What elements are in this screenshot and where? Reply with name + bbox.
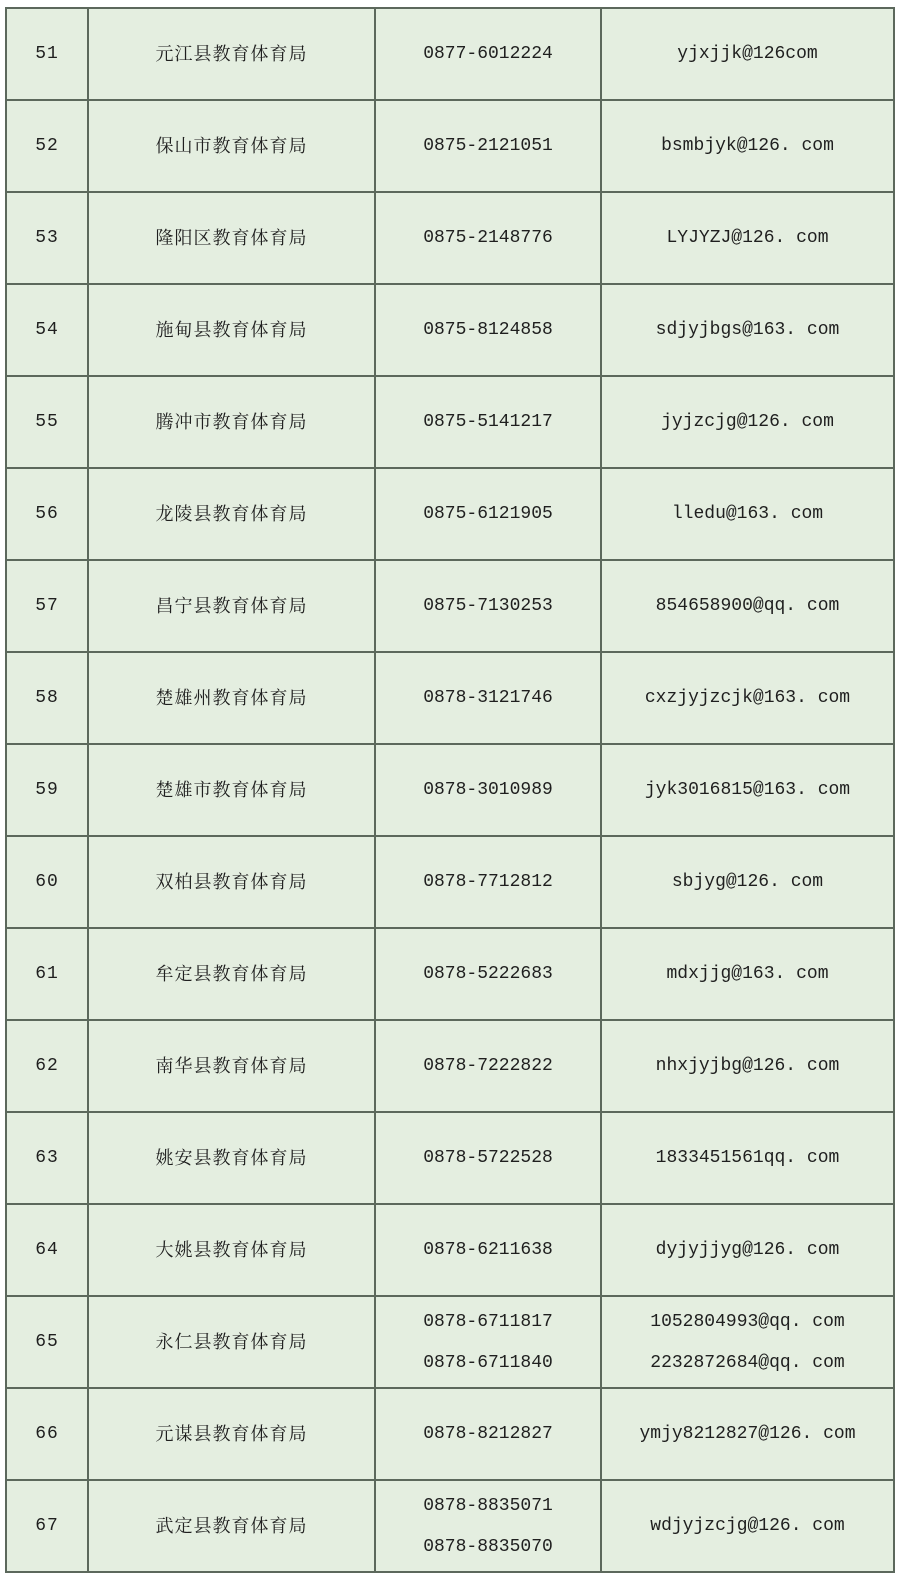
phone-number: 0877-6012224 [423, 44, 553, 64]
org-name: 保山市教育体育局 [155, 136, 308, 156]
phone-number: 0875-2148776 [423, 228, 553, 248]
org-name: 施甸县教育体育局 [155, 320, 308, 340]
phone-number: 0875-6121905 [423, 504, 553, 524]
row-number: 65 [35, 1332, 59, 1352]
table-row [6, 1020, 894, 1112]
email-address: wdjyjzcjg@126. com [650, 1516, 845, 1536]
email-cell [601, 1388, 894, 1480]
email-address: 854658900@qq. com [655, 596, 840, 616]
row-number-cell [6, 1112, 88, 1204]
org-name-cell [88, 1112, 375, 1204]
row-number: 56 [35, 504, 59, 524]
table-row [6, 836, 894, 928]
row-number: 51 [35, 44, 59, 64]
row-number: 61 [35, 964, 59, 984]
table-body [6, 8, 894, 1572]
email-cell [601, 1296, 894, 1388]
email-address: yjxjjk@126com [677, 44, 818, 64]
org-name-cell [88, 284, 375, 376]
table-row [6, 1204, 894, 1296]
row-number: 58 [35, 688, 59, 708]
email-address: 2232872684@qq. com [650, 1352, 845, 1373]
table-row [6, 468, 894, 560]
row-number: 55 [35, 412, 59, 432]
email-cell [601, 8, 894, 100]
row-number-cell [6, 8, 88, 100]
org-name-cell [88, 744, 375, 836]
row-number-cell [6, 1388, 88, 1480]
phone-number: 0875-5141217 [423, 412, 553, 432]
phone-number: 0878-6211638 [423, 1240, 553, 1260]
org-name: 元江县教育体育局 [155, 44, 308, 64]
table-row [6, 1480, 894, 1572]
org-name-cell [88, 468, 375, 560]
email-cell [601, 1204, 894, 1296]
table-row [6, 928, 894, 1020]
org-name: 隆阳区教育体育局 [155, 228, 308, 248]
org-name: 双柏县教育体育局 [155, 872, 308, 892]
phone-cell [375, 192, 601, 284]
email-address: nhxjyjbg@126. com [655, 1056, 840, 1076]
phone-number: 0878-3121746 [423, 688, 553, 708]
row-number: 52 [35, 136, 59, 156]
org-name-cell [88, 376, 375, 468]
phone-number: 0878-7712812 [423, 872, 553, 892]
phone-cell [375, 652, 601, 744]
row-number: 62 [35, 1056, 59, 1076]
phone-number: 0878-6711840 [423, 1352, 553, 1373]
row-number-cell [6, 1020, 88, 1112]
email-cell [601, 928, 894, 1020]
phone-number: 0875-7130253 [423, 596, 553, 616]
table-row [6, 376, 894, 468]
phone-number: 0878-8212827 [423, 1424, 553, 1444]
org-name-cell [88, 8, 375, 100]
row-number-cell [6, 1296, 88, 1388]
table-row [6, 8, 894, 100]
org-name: 楚雄市教育体育局 [155, 780, 308, 800]
email-cell [601, 1020, 894, 1112]
email-cell [601, 468, 894, 560]
org-name-cell [88, 1296, 375, 1388]
table-row [6, 1112, 894, 1204]
org-name-cell [88, 192, 375, 284]
row-number: 59 [35, 780, 59, 800]
email-cell [601, 376, 894, 468]
row-number-cell [6, 376, 88, 468]
phone-cell [375, 836, 601, 928]
email-address: LYJYZJ@126. com [666, 228, 829, 248]
email-cell [601, 652, 894, 744]
table-row [6, 284, 894, 376]
org-name-cell [88, 836, 375, 928]
row-number-cell [6, 928, 88, 1020]
row-number-cell [6, 1480, 88, 1572]
row-number-cell [6, 284, 88, 376]
email-cell [601, 192, 894, 284]
org-name-cell [88, 1480, 375, 1572]
phone-number: 0878-7222822 [423, 1056, 553, 1076]
phone-cell [375, 744, 601, 836]
row-number: 63 [35, 1148, 59, 1168]
org-name: 元谋县教育体育局 [155, 1424, 308, 1444]
row-number: 64 [35, 1240, 59, 1260]
phone-cell [375, 1296, 601, 1388]
email-address: jyjzcjg@126. com [661, 412, 834, 432]
email-address: bsmbjyk@126. com [661, 136, 834, 156]
row-number: 57 [35, 596, 59, 616]
phone-cell [375, 1020, 601, 1112]
phone-cell [375, 376, 601, 468]
row-number-cell [6, 1204, 88, 1296]
org-name: 武定县教育体育局 [155, 1516, 308, 1536]
email-cell [601, 744, 894, 836]
phone-cell [375, 8, 601, 100]
row-number: 66 [35, 1424, 59, 1444]
org-name-cell [88, 560, 375, 652]
email-address: sbjyg@126. com [671, 872, 824, 892]
phone-number: 0878-5722528 [423, 1148, 553, 1168]
email-address: sdjyjbgs@163. com [655, 320, 840, 340]
phone-number: 0878-3010989 [423, 780, 553, 800]
org-name-cell [88, 1020, 375, 1112]
row-number-cell [6, 652, 88, 744]
table-row [6, 100, 894, 192]
phone-cell [375, 1204, 601, 1296]
org-name: 姚安县教育体育局 [155, 1148, 308, 1168]
row-number-cell [6, 744, 88, 836]
table-row [6, 652, 894, 744]
org-name: 南华县教育体育局 [155, 1056, 308, 1076]
row-number-cell [6, 192, 88, 284]
email-cell [601, 560, 894, 652]
row-number-cell [6, 100, 88, 192]
row-number: 67 [35, 1516, 59, 1536]
phone-cell [375, 468, 601, 560]
phone-cell [375, 1112, 601, 1204]
phone-cell [375, 928, 601, 1020]
phone-number: 0875-8124858 [423, 320, 553, 340]
row-number-cell [6, 560, 88, 652]
email-address: ymjy8212827@126. com [639, 1424, 856, 1444]
table-row [6, 744, 894, 836]
org-name: 大姚县教育体育局 [155, 1240, 308, 1260]
row-number: 54 [35, 320, 59, 340]
org-name: 永仁县教育体育局 [155, 1332, 308, 1352]
contact-table [5, 7, 895, 1573]
table-row [6, 560, 894, 652]
phone-cell [375, 1388, 601, 1480]
org-name-cell [88, 652, 375, 744]
phone-number: 0878-5222683 [423, 964, 553, 984]
email-address: jyk3016815@163. com [644, 780, 851, 800]
org-name-cell [88, 100, 375, 192]
row-number-cell [6, 468, 88, 560]
email-cell [601, 1480, 894, 1572]
org-name: 龙陵县教育体育局 [155, 504, 308, 524]
email-address: cxzjyjzcjk@163. com [644, 688, 851, 708]
org-name: 牟定县教育体育局 [155, 964, 308, 984]
email-address: 1833451561qq. com [655, 1148, 840, 1168]
org-name: 腾冲市教育体育局 [155, 412, 308, 432]
org-name: 昌宁县教育体育局 [155, 596, 308, 616]
email-address: mdxjjg@163. com [666, 964, 829, 984]
email-address: 1052804993@qq. com [650, 1311, 845, 1332]
email-cell [601, 1112, 894, 1204]
table-row [6, 192, 894, 284]
row-number-cell [6, 836, 88, 928]
email-address: lledu@163. com [671, 504, 824, 524]
org-name-cell [88, 928, 375, 1020]
phone-cell [375, 1480, 601, 1572]
email-cell [601, 284, 894, 376]
email-cell [601, 836, 894, 928]
phone-cell [375, 560, 601, 652]
table-row [6, 1296, 894, 1388]
phone-cell [375, 284, 601, 376]
phone-number: 0878-8835070 [423, 1536, 553, 1557]
org-name-cell [88, 1204, 375, 1296]
phone-cell [375, 100, 601, 192]
phone-number: 0875-2121051 [423, 136, 553, 156]
phone-number: 0878-6711817 [423, 1311, 553, 1332]
email-address: dyjyjjyg@126. com [655, 1240, 840, 1260]
row-number: 53 [35, 228, 59, 248]
phone-number: 0878-8835071 [423, 1495, 553, 1516]
email-cell [601, 100, 894, 192]
row-number: 60 [35, 872, 59, 892]
org-name-cell [88, 1388, 375, 1480]
org-name: 楚雄州教育体育局 [155, 688, 308, 708]
table-row [6, 1388, 894, 1480]
